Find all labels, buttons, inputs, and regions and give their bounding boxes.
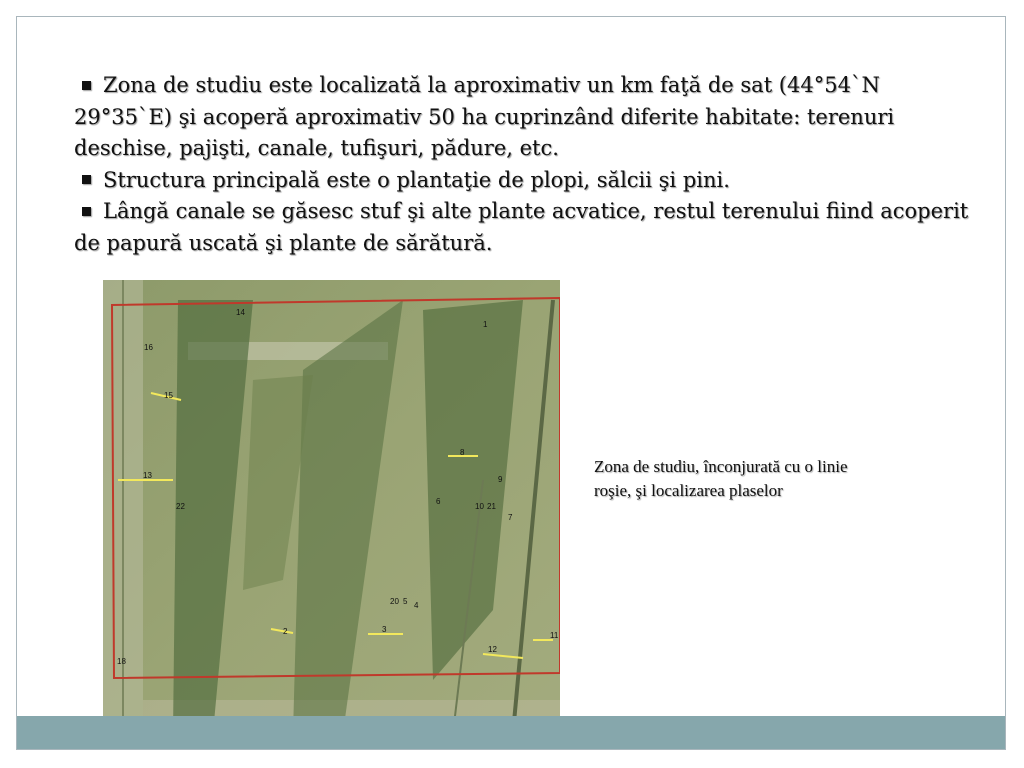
aerial-map-image: [103, 280, 560, 733]
plot-label: 16: [144, 343, 153, 352]
plot-label: 9: [498, 475, 503, 484]
plot-label: 4: [414, 601, 419, 610]
plot-label: 15: [164, 391, 173, 400]
bullet-item: [74, 165, 974, 197]
bullet-item: [74, 70, 974, 165]
plot-label: 13: [143, 471, 152, 480]
plot-label: 5: [403, 597, 408, 606]
map-caption: Zona de studiu, înconjurată cu o linie roşie, şi localizarea plaselor: [594, 457, 848, 500]
plot-label: 10: [475, 502, 484, 511]
plot-label: 21: [487, 502, 496, 511]
plot-label: 1: [483, 320, 488, 329]
plot-label: 7: [508, 513, 513, 522]
plot-label: 11: [550, 631, 559, 640]
bullet-text: Zona de studiu este localizată la aproximativ un km faţă de sat (44°54`N 29°35`E) şi acoperă aproximativ 50 ha cuprinzând diferite habitate: terenuri deschise, pajişti, canale, tufişuri, pădure, etc.: [74, 73, 895, 160]
plot-label: 22: [176, 502, 185, 511]
plot-label: 20: [390, 597, 399, 606]
square-bullet-icon: [82, 207, 91, 216]
bullet-item: [74, 196, 974, 259]
bullet-list: [74, 70, 974, 259]
bullet-text: Structura principală este o plantaţie de plopi, sălcii şi pini.: [103, 167, 730, 192]
plot-label: 12: [488, 645, 497, 654]
plot-label: 8: [460, 448, 465, 457]
square-bullet-icon: [82, 175, 91, 184]
square-bullet-icon: [82, 81, 91, 90]
bullet-text: Lângă canale se găsesc stuf şi alte plante acvatice, restul terenului fiind acoperit de papură uscată şi plante de sărătură.: [74, 199, 969, 255]
plot-label: 2: [283, 627, 288, 636]
footer-band: [17, 716, 1005, 749]
plot-label: 3: [382, 625, 387, 634]
plot-label: 14: [236, 308, 245, 317]
plot-label: 18: [117, 657, 126, 666]
plot-label: 6: [436, 497, 441, 506]
